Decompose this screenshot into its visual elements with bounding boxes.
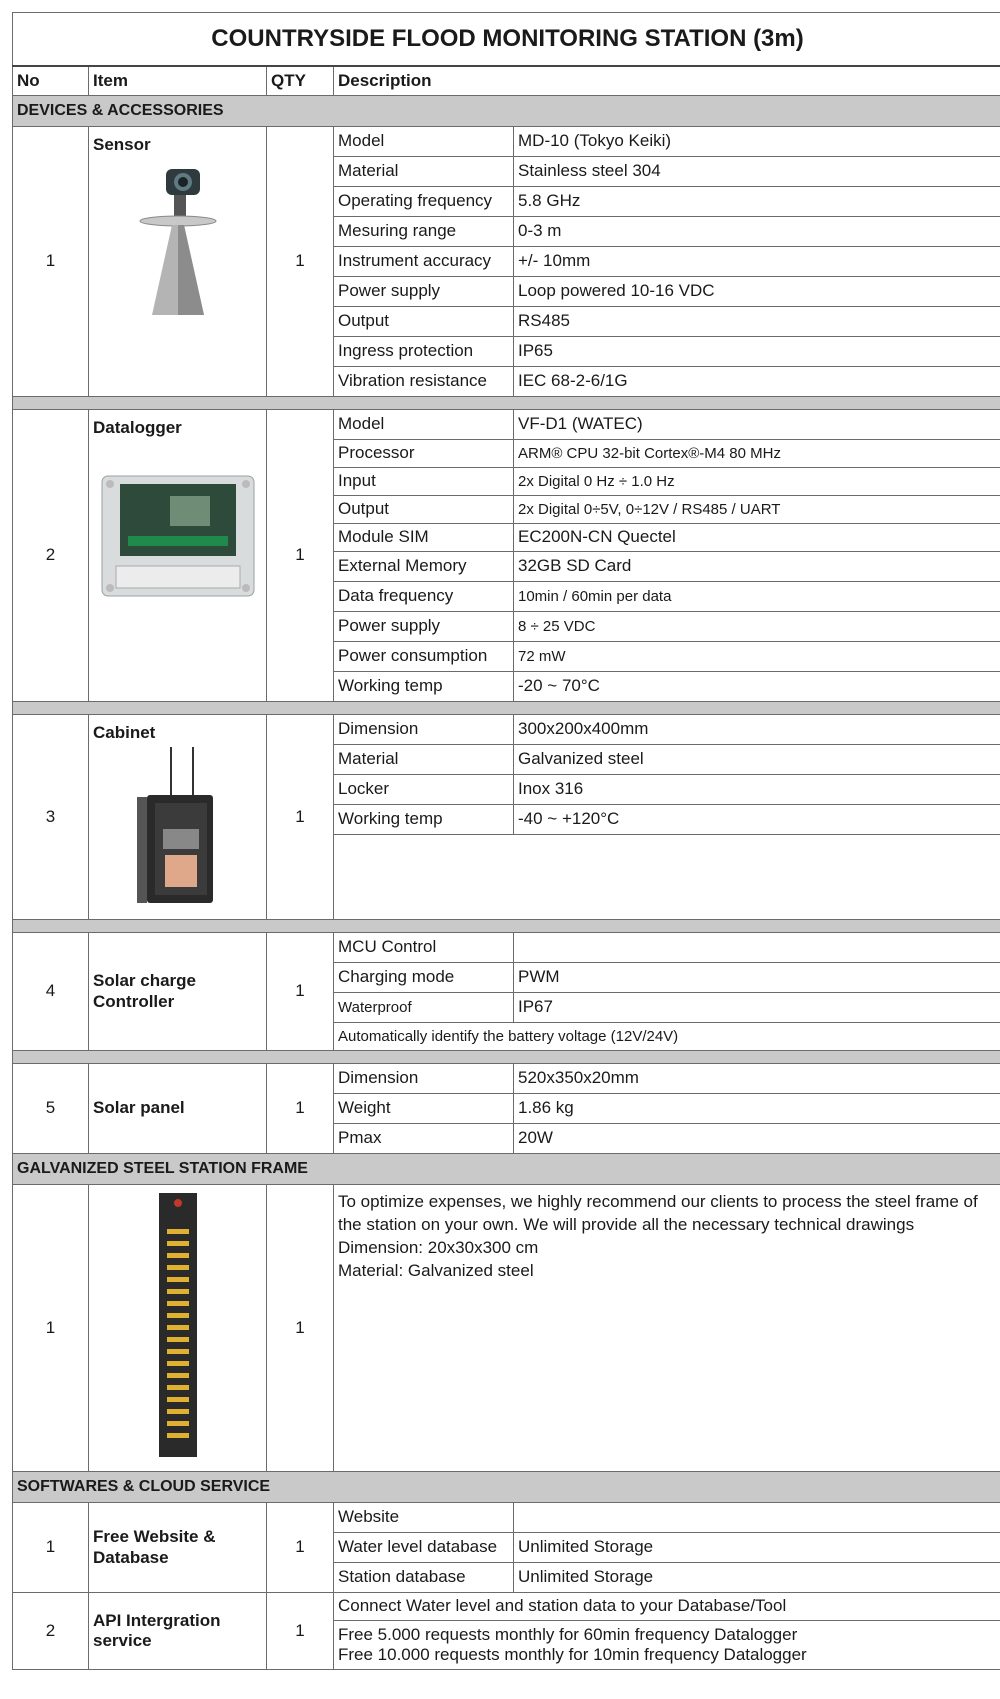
spec-value [514,1503,1000,1533]
item-name: API Intergration service [89,1593,267,1670]
row-separator [13,702,1000,715]
spec-label: Power supply [334,612,514,642]
spec-label: Power consumption [334,642,514,672]
spec-value: Unlimited Storage [514,1563,1000,1593]
spec-value: -40 ~ +120°C [514,805,1000,835]
spec-label: Ingress protection [334,337,514,367]
page-title: COUNTRYSIDE FLOOD MONITORING STATION (3m) [13,13,1000,67]
table-row [13,410,1000,440]
spec-value: 20W [514,1124,1000,1154]
item-qty: 1 [267,1503,334,1593]
item-qty: 1 [267,410,334,702]
empty-cell [334,835,1000,920]
table-row [13,715,1000,745]
spec-label: Working temp [334,805,514,835]
item-qty: 1 [267,1185,334,1472]
spec-value: IEC 68-2-6/1G [514,367,1000,397]
spec-value: Loop powered 10-16 VDC [514,277,1000,307]
spec-value: ARM® CPU 32-bit Cortex®-M4 80 MHz [514,440,1000,468]
datalogger-board-photo [93,474,262,598]
table-row [13,1064,1000,1094]
spec-value: Stainless steel 304 [514,157,1000,187]
spec-label: Locker [334,775,514,805]
item-qty: 1 [267,127,334,397]
item-no: 1 [13,127,89,397]
table-row [13,1503,1000,1533]
spec-sheet [12,12,988,1670]
spec-label: Module SIM [334,524,514,552]
item-name: Sensor [93,135,151,154]
item-no: 2 [13,1593,89,1670]
table-row [13,1593,1000,1621]
spec-label: Water level database [334,1533,514,1563]
spec-label: Website [334,1503,514,1533]
spec-value: Inox 316 [514,775,1000,805]
spec-value: 300x200x400mm [514,715,1000,745]
row-separator [13,920,1000,933]
spec-value: 32GB SD Card [514,552,1000,582]
spec-value [514,933,1000,963]
spec-label: Charging mode [334,963,514,993]
spec-value: Unlimited Storage [514,1533,1000,1563]
cabinet-photo [93,747,262,907]
frame-description [334,1185,1000,1472]
spec-value: VF-D1 (WATEC) [514,410,1000,440]
spec-label: Output [334,496,514,524]
api-line: Free 10.000 requests monthly for 10min frequency Datalogger [338,1645,807,1664]
item-qty: 1 [267,1593,334,1670]
spec-value: 1.86 kg [514,1094,1000,1124]
item-name: Datalogger [93,418,182,437]
item-no: 3 [13,715,89,920]
section-software: SOFTWARES & CLOUD SERVICE [13,1472,1000,1503]
item-qty: 1 [267,933,334,1051]
spec-value: IP67 [514,993,1000,1023]
section-devices: DEVICES & ACCESSORIES [13,96,1000,127]
col-no-header: No [13,66,89,96]
item-no: 2 [13,410,89,702]
spec-value: +/- 10mm [514,247,1000,277]
spec-value: 10min / 60min per data [514,582,1000,612]
spec-label: Instrument accuracy [334,247,514,277]
col-qty-header: QTY [267,66,334,96]
spec-label: External Memory [334,552,514,582]
item-cell [89,715,267,920]
item-qty: 1 [267,715,334,920]
spec-value: Galvanized steel [514,745,1000,775]
section-frame: GALVANIZED STEEL STATION FRAME [13,1154,1000,1185]
item-name: Solar panel [89,1064,267,1154]
row-separator [13,1051,1000,1064]
radar-level-sensor-photo [93,167,262,317]
spec-table [12,12,1000,1670]
spec-label: Model [334,410,514,440]
spec-value: PWM [514,963,1000,993]
table-header [13,66,1000,96]
item-cell [89,127,267,397]
spec-value: 5.8 GHz [514,187,1000,217]
spec-label: Operating frequency [334,187,514,217]
api-details [334,1621,1000,1670]
steel-frame-photo [89,1185,267,1472]
item-qty: 1 [267,1064,334,1154]
spec-value: 2x Digital 0 Hz ÷ 1.0 Hz [514,468,1000,496]
spec-value: EC200N-CN Quectel [514,524,1000,552]
row-separator [13,397,1000,410]
spec-label: Input [334,468,514,496]
spec-label: MCU Control [334,933,514,963]
item-name: Cabinet [93,723,156,742]
spec-value: MD-10 (Tokyo Keiki) [514,127,1000,157]
col-description-header: Description [334,66,1000,96]
spec-label: Waterproof [334,993,514,1023]
spec-label: Material [334,157,514,187]
table-row [13,127,1000,157]
spec-label: Working temp [334,672,514,702]
item-no: 5 [13,1064,89,1154]
item-name: Solar charge Controller [89,933,267,1051]
api-line: Connect Water level and station data to your Database/Tool [334,1593,1000,1621]
spec-value: 72 mW [514,642,1000,672]
frame-desc-line: Material: Galvanized steel [338,1260,534,1280]
spec-value: RS485 [514,307,1000,337]
spec-label: Vibration resistance [334,367,514,397]
spec-value: 8 ÷ 25 VDC [514,612,1000,642]
spec-label: Data frequency [334,582,514,612]
table-row [13,1185,1000,1472]
spec-label: Pmax [334,1124,514,1154]
spec-label: Station database [334,1563,514,1593]
col-item-header: Item [89,66,267,96]
spec-label: Material [334,745,514,775]
spec-label: Weight [334,1094,514,1124]
spec-label: Mesuring range [334,217,514,247]
spec-label: Processor [334,440,514,468]
spec-label: Model [334,127,514,157]
spec-note: Automatically identify the battery voltage (12V/24V) [334,1023,1000,1051]
spec-value: 2x Digital 0÷5V, 0÷12V / RS485 / UART [514,496,1000,524]
item-no: 4 [13,933,89,1051]
item-no: 1 [13,1185,89,1472]
item-name: Free Website & Database [89,1503,267,1593]
frame-desc-line: To optimize expenses, we highly recommend our clients to process the steel frame of the station on your own. We will provide all the necessary technical drawings [338,1192,978,1234]
frame-desc-line: Dimension: 20x30x300 cm [338,1237,539,1257]
item-no: 1 [13,1503,89,1593]
api-line: Free 5.000 requests monthly for 60min frequency Datalogger [338,1624,798,1644]
spec-label: Dimension [334,1064,514,1094]
spec-label: Dimension [334,715,514,745]
table-row [13,933,1000,963]
spec-value: 520x350x20mm [514,1064,1000,1094]
spec-value: 0-3 m [514,217,1000,247]
spec-value: IP65 [514,337,1000,367]
item-cell [89,410,267,702]
spec-value: -20 ~ 70°C [514,672,1000,702]
spec-label: Output [334,307,514,337]
spec-label: Power supply [334,277,514,307]
